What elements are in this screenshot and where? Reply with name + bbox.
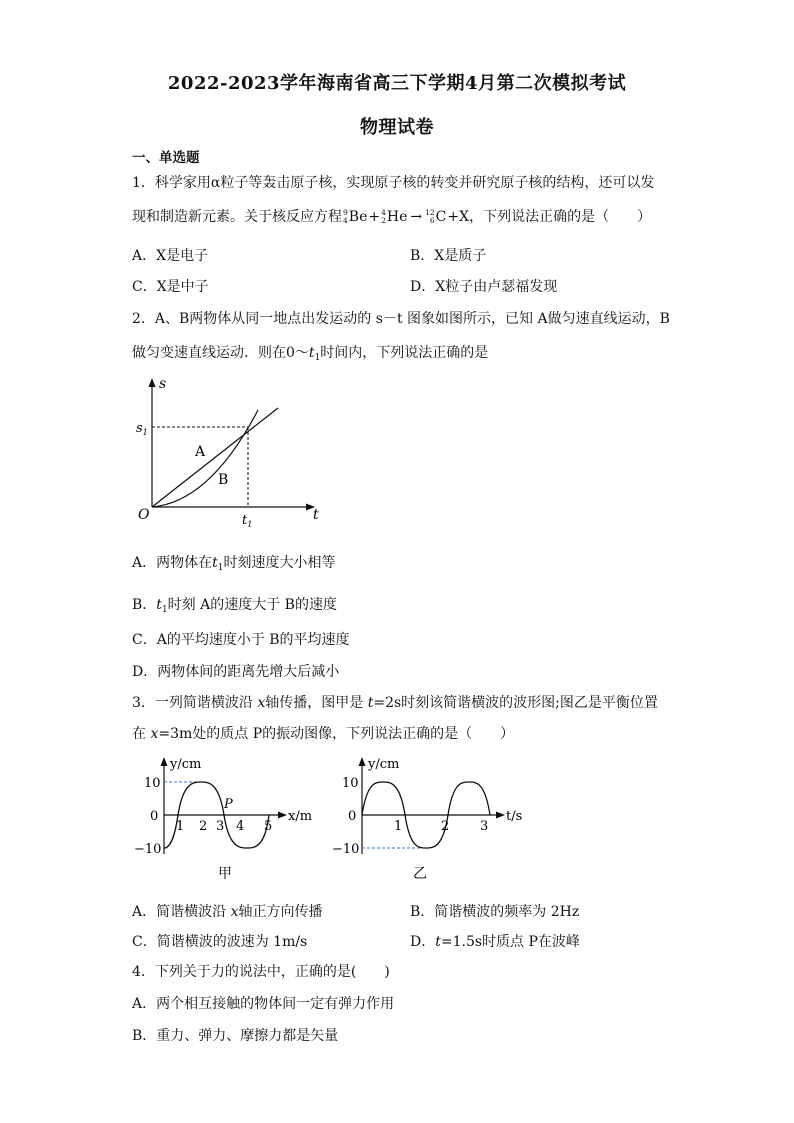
jia-y-label: y/cm bbox=[170, 757, 202, 772]
yi-y-tick-10: 10 bbox=[342, 776, 359, 791]
page-subtitle: 物理试卷 bbox=[360, 117, 434, 138]
origin-label: O bbox=[138, 507, 150, 523]
q2-line2: 做匀变速直线运动．则在$0\sim t_1$时间内，下列说法正确的是 bbox=[132, 345, 489, 363]
jia-p-label: P bbox=[224, 797, 233, 812]
jia-y-arrow-icon bbox=[161, 757, 168, 766]
q3-line2: 在 x=3m处的质点 P的振动图像，下列说法正确的是（ ） bbox=[132, 726, 515, 742]
nuclide-c: 12 6 C bbox=[425, 208, 447, 225]
q1-option-d: D．X粒子由卢瑟福发现 bbox=[410, 279, 558, 295]
q1-line2: 现和制造新元素。关于核反应方程 9 4 Be + 4 2 He → 12 6 C +X，下列说法正确的是（ ） bbox=[132, 208, 652, 225]
q3-option-c: C．简谐横波的波速为 1m/s bbox=[132, 934, 308, 950]
yi-y-arrow-icon bbox=[359, 757, 366, 766]
q2-line1: 2．A、B两物体从同一地点出发运动的 s－t 图象如图所示，已知 A做匀速直线运动，B bbox=[132, 311, 670, 327]
q3-option-d: D．t=1.5s时质点 P在波峰 bbox=[410, 934, 580, 950]
t-axis-label: t bbox=[313, 507, 319, 523]
s-t-graph bbox=[130, 372, 330, 532]
yi-x-tick-2: 2 bbox=[441, 819, 450, 834]
q2-option-c: C．A的平均速度小于 B的平均速度 bbox=[132, 632, 350, 648]
jia-x-tick-2: 2 bbox=[199, 819, 208, 834]
yi-x-arrow-icon bbox=[496, 812, 505, 819]
label-a: A bbox=[195, 444, 206, 460]
yi-y-tick-neg10: −10 bbox=[332, 842, 360, 857]
q1-line1: 1．科学家用α粒子等轰击原子核，实现原子核的转变并研究原子核的结构，还可以发 bbox=[132, 175, 655, 191]
q4-option-b: B．重力、弹力、摩擦力都是矢量 bbox=[132, 1028, 339, 1044]
jia-x-tick-4: 4 bbox=[236, 819, 245, 834]
jia-y-tick-0: 0 bbox=[150, 809, 159, 824]
jia-x-tick-3: 3 bbox=[216, 819, 225, 834]
q2-option-d: D．两物体间的距离先增大后减小 bbox=[132, 664, 340, 680]
yi-x-label: t/s bbox=[506, 809, 523, 824]
yi-y-label: y/cm bbox=[368, 757, 400, 772]
nuclide-be: 9 4 Be bbox=[343, 208, 368, 225]
yi-x-tick-3: 3 bbox=[480, 819, 489, 834]
q1-option-a: A．X是电子 bbox=[132, 248, 209, 264]
q3-line1: 3．一列简谐横波沿 x轴传播，图甲是 t=2s时刻该简谐横波的波形图;图乙是平衡位置 bbox=[132, 695, 658, 711]
t1-label: $t_1$ bbox=[242, 513, 253, 529]
page-title: 2022-2023学年海南省高三下学期4月第二次模拟考试 bbox=[167, 73, 627, 94]
wave-graph-jia bbox=[130, 752, 330, 887]
section-heading: 一、单选题 bbox=[132, 150, 200, 166]
nuclide-he: 4 2 He bbox=[381, 208, 408, 225]
line-a bbox=[152, 408, 278, 507]
label-b: B bbox=[218, 472, 229, 488]
jia-x-label: x/m bbox=[288, 809, 313, 824]
s-axis-label: s bbox=[159, 376, 167, 392]
q2-option-b: B．$t_1$时刻 A的速度大于 B的速度 bbox=[132, 597, 337, 615]
jia-caption: 甲 bbox=[218, 866, 232, 882]
vibration-graph-yi bbox=[330, 752, 540, 887]
yi-caption: 乙 bbox=[413, 866, 427, 882]
yi-y-tick-0: 0 bbox=[348, 809, 357, 824]
q1-option-c: C．X是中子 bbox=[132, 279, 209, 295]
jia-x-tick-1: 1 bbox=[176, 819, 185, 834]
jia-x-tick-5: 5 bbox=[264, 819, 273, 834]
q2-option-a: A．两物体在$t_1$时刻速度大小相等 bbox=[132, 555, 336, 573]
q4-option-a: A．两个相互接触的物体间一定有弹力作用 bbox=[132, 996, 395, 1012]
q4-line1: 4．下列关于力的说法中，正确的是( ) bbox=[132, 964, 390, 980]
reaction-arrow: → bbox=[410, 209, 423, 225]
q1-option-b: B．X是质子 bbox=[410, 248, 487, 264]
jia-y-tick-10: 10 bbox=[144, 776, 161, 791]
q3-option-a: A．简谐横波沿 x轴正方向传播 bbox=[132, 904, 323, 920]
s1-label: $s_1$ bbox=[136, 421, 148, 437]
s-axis-arrow-icon bbox=[149, 378, 156, 387]
yi-x-tick-1: 1 bbox=[394, 819, 403, 834]
jia-x-arrow-icon bbox=[278, 812, 287, 819]
q3-option-b: B．简谐横波的频率为 2Hz bbox=[410, 904, 580, 920]
jia-y-tick-neg10: −10 bbox=[134, 842, 162, 857]
